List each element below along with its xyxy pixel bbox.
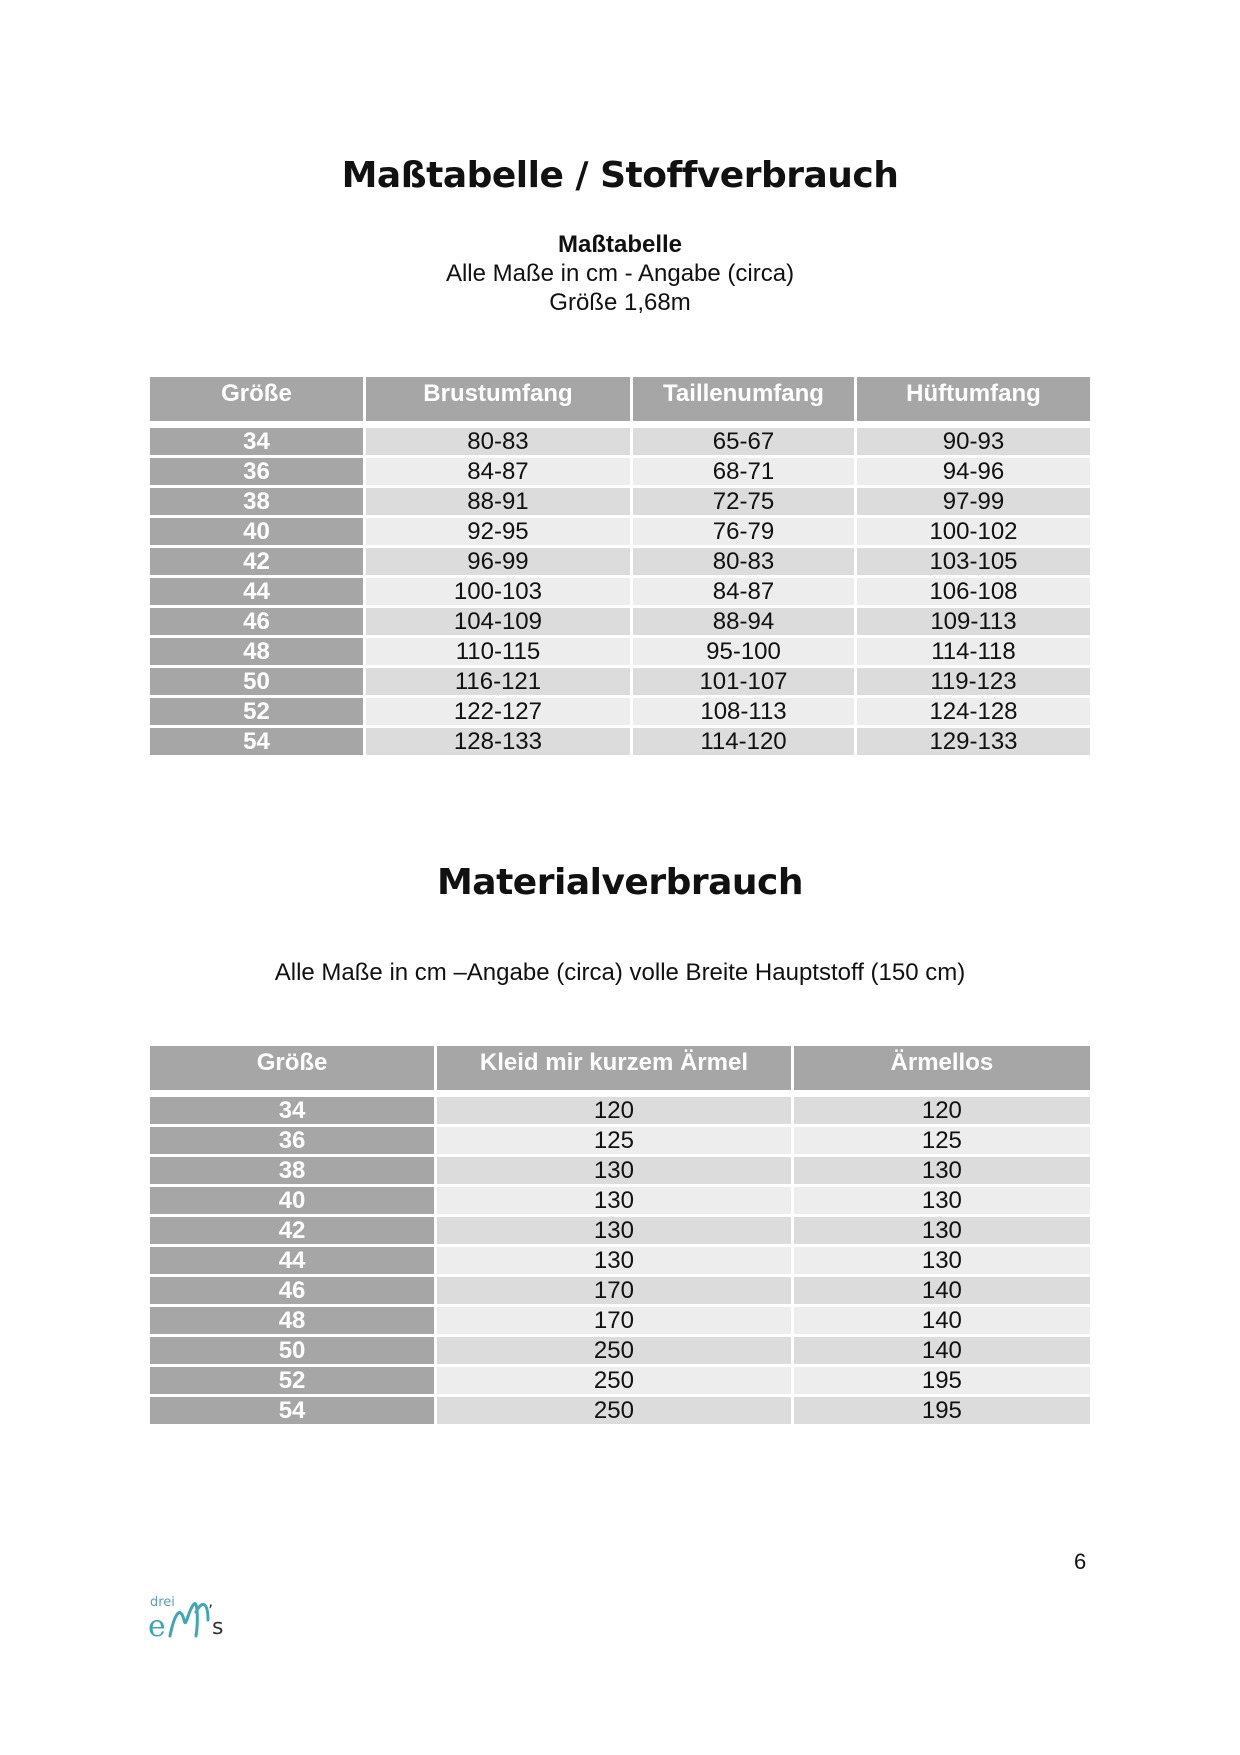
value-cell: 109-113 — [857, 608, 1090, 635]
value-cell: 129-133 — [857, 728, 1090, 755]
value-cell: 130 — [437, 1217, 791, 1244]
table-row — [150, 728, 1090, 755]
value-cell: 114-118 — [857, 638, 1090, 665]
column-header-sleeveless: Ärmellos — [794, 1046, 1090, 1094]
size-cell: 38 — [150, 488, 363, 515]
measurement-table-body — [150, 428, 1090, 755]
value-cell: 88-91 — [366, 488, 630, 515]
value-cell: 128-133 — [366, 728, 630, 755]
size-cell: 54 — [150, 1397, 434, 1424]
size-cell: 42 — [150, 548, 363, 575]
value-cell: 130 — [794, 1187, 1090, 1214]
column-header-size: Größe — [150, 377, 363, 425]
value-cell: 84-87 — [366, 458, 630, 485]
value-cell: 68-71 — [633, 458, 854, 485]
value-cell: 110-115 — [366, 638, 630, 665]
value-cell: 104-109 — [366, 608, 630, 635]
size-cell: 48 — [150, 638, 363, 665]
size-cell: 42 — [150, 1217, 434, 1244]
value-cell: 130 — [794, 1157, 1090, 1184]
value-cell: 119-123 — [857, 668, 1090, 695]
value-cell: 130 — [437, 1247, 791, 1274]
value-cell: 80-83 — [366, 428, 630, 455]
table-subtitle-block — [0, 230, 1240, 317]
size-cell: 54 — [150, 728, 363, 755]
page-number: 6 — [1074, 1549, 1087, 1574]
value-cell: 124-128 — [857, 698, 1090, 725]
size-cell: 50 — [150, 1337, 434, 1364]
table-row — [150, 1367, 1090, 1394]
size-cell: 34 — [150, 428, 363, 455]
value-cell: 92-95 — [366, 518, 630, 545]
column-header-short-sleeve: Kleid mir kurzem Ärmel — [437, 1046, 791, 1094]
value-cell: 195 — [794, 1397, 1090, 1424]
column-header-waist: Taillenumfang — [633, 377, 854, 425]
table-row — [150, 1127, 1090, 1154]
table-row — [150, 1157, 1090, 1184]
table-row — [150, 428, 1090, 455]
value-cell: 140 — [794, 1307, 1090, 1334]
table-row — [150, 608, 1090, 635]
page-title: Maßtabelle / Stoffverbrauch — [341, 155, 899, 196]
value-cell: 122-127 — [366, 698, 630, 725]
value-cell: 130 — [794, 1217, 1090, 1244]
value-cell: 250 — [437, 1337, 791, 1364]
table-row — [150, 1277, 1090, 1304]
table-row — [150, 1187, 1090, 1214]
table-row — [150, 1217, 1090, 1244]
table-row — [150, 1397, 1090, 1424]
size-cell: 48 — [150, 1307, 434, 1334]
value-cell: 94-96 — [857, 458, 1090, 485]
size-cell: 46 — [150, 1277, 434, 1304]
subtitle-height: Größe 1,68m — [549, 289, 691, 316]
value-cell: 101-107 — [633, 668, 854, 695]
value-cell: 170 — [437, 1307, 791, 1334]
value-cell: 195 — [794, 1367, 1090, 1394]
value-cell: 97-99 — [857, 488, 1090, 515]
size-cell: 40 — [150, 1187, 434, 1214]
size-cell: 46 — [150, 608, 363, 635]
value-cell: 88-94 — [633, 608, 854, 635]
size-cell: 52 — [150, 1367, 434, 1394]
value-cell: 76-79 — [633, 518, 854, 545]
value-cell: 90-93 — [857, 428, 1090, 455]
value-cell: 140 — [794, 1337, 1090, 1364]
table-row — [150, 1307, 1090, 1334]
size-cell: 36 — [150, 1127, 434, 1154]
table-header-row — [150, 1046, 1090, 1094]
svg-text:s: s — [212, 1615, 224, 1640]
value-cell: 103-105 — [857, 548, 1090, 575]
table-row — [150, 488, 1090, 515]
size-cell: 38 — [150, 1157, 434, 1184]
material-table-body — [150, 1097, 1090, 1424]
size-cell: 36 — [150, 458, 363, 485]
value-cell: 80-83 — [633, 548, 854, 575]
value-cell: 116-121 — [366, 668, 630, 695]
material-table — [147, 1043, 1093, 1427]
value-cell: 108-113 — [633, 698, 854, 725]
value-cell: 125 — [794, 1127, 1090, 1154]
section-title-material: Materialverbrauch — [436, 862, 804, 903]
table-row — [150, 1247, 1090, 1274]
material-subtitle: Alle Maße in cm –Angabe (circa) volle Breite Hauptstoff (150 cm) — [274, 959, 966, 986]
table-row — [150, 638, 1090, 665]
value-cell: 65-67 — [633, 428, 854, 455]
table-row — [150, 578, 1090, 605]
svg-text:’: ’ — [208, 1601, 214, 1620]
value-cell: 125 — [437, 1127, 791, 1154]
table-row — [150, 1097, 1090, 1124]
column-header-size: Größe — [150, 1046, 434, 1094]
value-cell: 130 — [437, 1187, 791, 1214]
value-cell: 120 — [437, 1097, 791, 1124]
size-cell: 52 — [150, 698, 363, 725]
svg-text:drei: drei — [150, 1595, 175, 1610]
size-cell: 50 — [150, 668, 363, 695]
table-row — [150, 1337, 1090, 1364]
value-cell: 114-120 — [633, 728, 854, 755]
brand-logo — [148, 1590, 258, 1650]
value-cell: 250 — [437, 1397, 791, 1424]
value-cell: 140 — [794, 1277, 1090, 1304]
value-cell: 84-87 — [633, 578, 854, 605]
table-row — [150, 668, 1090, 695]
value-cell: 120 — [794, 1097, 1090, 1124]
value-cell: 95-100 — [633, 638, 854, 665]
size-cell: 34 — [150, 1097, 434, 1124]
value-cell: 96-99 — [366, 548, 630, 575]
value-cell: 130 — [794, 1247, 1090, 1274]
value-cell: 170 — [437, 1277, 791, 1304]
column-header-hip: Hüftumfang — [857, 377, 1090, 425]
table-row — [150, 458, 1090, 485]
svg-text:e: e — [148, 1609, 166, 1644]
measurement-table — [147, 374, 1093, 758]
table-row — [150, 548, 1090, 575]
value-cell: 100-103 — [366, 578, 630, 605]
value-cell: 106-108 — [857, 578, 1090, 605]
value-cell: 72-75 — [633, 488, 854, 515]
size-cell: 44 — [150, 1247, 434, 1274]
size-cell: 40 — [150, 518, 363, 545]
value-cell: 250 — [437, 1367, 791, 1394]
value-cell: 100-102 — [857, 518, 1090, 545]
subtitle-heading: Maßtabelle — [557, 231, 683, 258]
subtitle-units: Alle Maße in cm - Angabe (circa) — [445, 260, 795, 287]
table-row — [150, 698, 1090, 725]
size-cell: 44 — [150, 578, 363, 605]
table-header-row — [150, 377, 1090, 425]
value-cell: 130 — [437, 1157, 791, 1184]
table-row — [150, 518, 1090, 545]
column-header-chest: Brustumfang — [366, 377, 630, 425]
